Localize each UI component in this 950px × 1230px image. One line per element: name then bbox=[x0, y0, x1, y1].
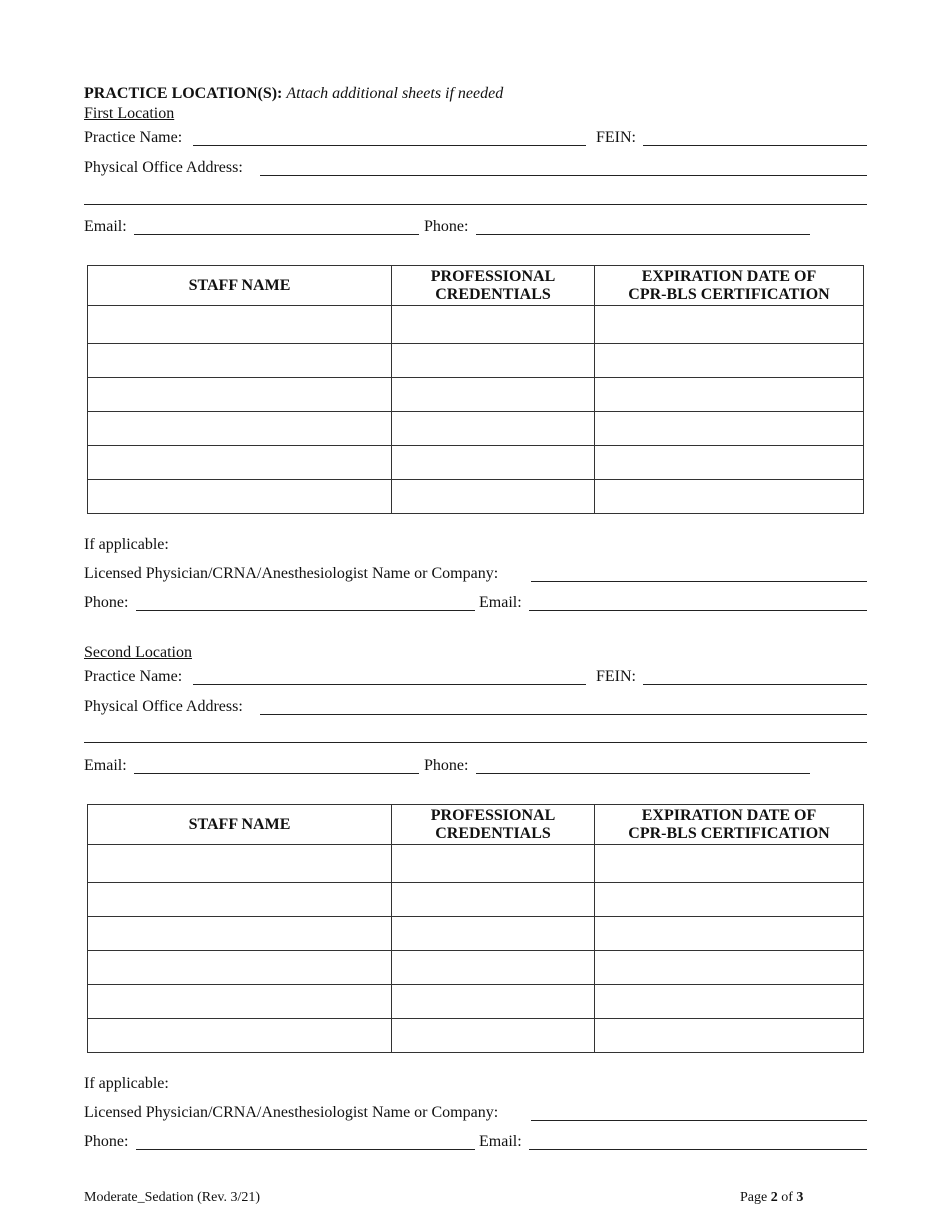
credentials-cell[interactable] bbox=[392, 446, 595, 480]
table-row bbox=[88, 446, 864, 480]
address-field-1-line2[interactable] bbox=[84, 204, 867, 205]
address-field-1[interactable] bbox=[260, 175, 867, 176]
cpr-expiration-cell[interactable] bbox=[595, 883, 864, 917]
staff-name-cell[interactable] bbox=[88, 378, 392, 412]
practice-name-label-2: Practice Name: bbox=[84, 668, 183, 685]
page-of: of bbox=[781, 1190, 793, 1205]
cpr-expiration-cell[interactable] bbox=[595, 480, 864, 514]
staff-name-cell[interactable] bbox=[88, 446, 392, 480]
physician-phone-label-1: Phone: bbox=[84, 594, 129, 611]
credentials-cell[interactable] bbox=[392, 412, 595, 446]
table-row bbox=[88, 344, 864, 378]
physician-email-field-1[interactable] bbox=[529, 610, 867, 611]
physician-phone-label-2: Phone: bbox=[84, 1133, 129, 1150]
staff-name-cell[interactable] bbox=[88, 985, 392, 1019]
if-applicable-2: If applicable: bbox=[84, 1075, 169, 1092]
table-row bbox=[88, 306, 864, 344]
staff-name-header: STAFF NAME bbox=[88, 805, 392, 845]
table-row bbox=[88, 1019, 864, 1053]
table-row bbox=[88, 845, 864, 883]
practice-name-label-1: Practice Name: bbox=[84, 129, 183, 146]
phone-field-2[interactable] bbox=[476, 773, 810, 774]
staff-name-cell[interactable] bbox=[88, 344, 392, 378]
cpr-expiration-header: EXPIRATION DATE OF CPR-BLS CERTIFICATION bbox=[595, 805, 864, 845]
section-title-bold: PRACTICE LOCATION(S): bbox=[84, 85, 283, 102]
table-row bbox=[88, 480, 864, 514]
physician-label-1: Licensed Physician/CRNA/Anesthesiologist Name or Company: bbox=[84, 565, 499, 582]
phone-label-1: Phone: bbox=[424, 218, 469, 235]
staff-name-cell[interactable] bbox=[88, 412, 392, 446]
cpr-expiration-cell[interactable] bbox=[595, 985, 864, 1019]
cpr-expiration-header: EXPIRATION DATE OF CPR-BLS CERTIFICATION bbox=[595, 266, 864, 306]
staff-table-1 bbox=[87, 265, 864, 514]
credentials-cell[interactable] bbox=[392, 378, 595, 412]
email-field-2[interactable] bbox=[134, 773, 419, 774]
address-label-1: Physical Office Address: bbox=[84, 159, 243, 176]
section-title bbox=[84, 85, 503, 103]
credentials-cell[interactable] bbox=[392, 306, 595, 344]
credentials-cell[interactable] bbox=[392, 951, 595, 985]
page-prefix: Page bbox=[740, 1190, 768, 1205]
if-applicable-1: If applicable: bbox=[84, 536, 169, 553]
page-total: 3 bbox=[796, 1190, 804, 1205]
form-id: Moderate_Sedation (Rev. 3/21) bbox=[84, 1190, 260, 1205]
fein-field-2[interactable] bbox=[643, 684, 867, 685]
staff-name-cell[interactable] bbox=[88, 883, 392, 917]
staff-name-cell[interactable] bbox=[88, 951, 392, 985]
physician-field-2[interactable] bbox=[531, 1120, 867, 1121]
credentials-header: PROFESSIONAL CREDENTIALS bbox=[392, 266, 595, 306]
staff-name-header: STAFF NAME bbox=[88, 266, 392, 306]
credentials-cell[interactable] bbox=[392, 344, 595, 378]
staff-table-header bbox=[88, 805, 864, 845]
cpr-expiration-cell[interactable] bbox=[595, 446, 864, 480]
physician-field-1[interactable] bbox=[531, 581, 867, 582]
fein-field-1[interactable] bbox=[643, 145, 867, 146]
first-location-heading: First Location bbox=[84, 105, 175, 122]
staff-table-2 bbox=[87, 804, 864, 1053]
physician-phone-field-2[interactable] bbox=[136, 1149, 475, 1150]
table-row bbox=[88, 883, 864, 917]
physician-email-field-2[interactable] bbox=[529, 1149, 867, 1150]
staff-name-cell[interactable] bbox=[88, 480, 392, 514]
fein-label-2: FEIN: bbox=[596, 668, 636, 685]
cpr-expiration-cell[interactable] bbox=[595, 412, 864, 446]
practice-name-field-2[interactable] bbox=[193, 684, 586, 685]
cpr-expiration-cell[interactable] bbox=[595, 344, 864, 378]
physician-phone-field-1[interactable] bbox=[136, 610, 475, 611]
page-current: 2 bbox=[770, 1190, 778, 1205]
table-row bbox=[88, 378, 864, 412]
cpr-expiration-cell[interactable] bbox=[595, 1019, 864, 1053]
cpr-expiration-cell[interactable] bbox=[595, 845, 864, 883]
address-field-2[interactable] bbox=[260, 714, 867, 715]
physician-email-label-1: Email: bbox=[479, 594, 522, 611]
staff-name-cell[interactable] bbox=[88, 306, 392, 344]
staff-name-cell[interactable] bbox=[88, 1019, 392, 1053]
staff-name-cell[interactable] bbox=[88, 845, 392, 883]
credentials-cell[interactable] bbox=[392, 985, 595, 1019]
email-field-1[interactable] bbox=[134, 234, 419, 235]
address-field-2-line2[interactable] bbox=[84, 742, 867, 743]
email-label-2: Email: bbox=[84, 757, 127, 774]
credentials-cell[interactable] bbox=[392, 883, 595, 917]
credentials-header: PROFESSIONAL CREDENTIALS bbox=[392, 805, 595, 845]
staff-table-header bbox=[88, 266, 864, 306]
cpr-expiration-cell[interactable] bbox=[595, 951, 864, 985]
practice-name-field-1[interactable] bbox=[193, 145, 586, 146]
address-label-2: Physical Office Address: bbox=[84, 698, 243, 715]
cpr-expiration-cell[interactable] bbox=[595, 378, 864, 412]
cpr-expiration-cell[interactable] bbox=[595, 306, 864, 344]
phone-label-2: Phone: bbox=[424, 757, 469, 774]
phone-field-1[interactable] bbox=[476, 234, 810, 235]
credentials-cell[interactable] bbox=[392, 917, 595, 951]
table-row bbox=[88, 985, 864, 1019]
email-label-1: Email: bbox=[84, 218, 127, 235]
table-row bbox=[88, 412, 864, 446]
table-row bbox=[88, 917, 864, 951]
physician-label-2: Licensed Physician/CRNA/Anesthesiologist Name or Company: bbox=[84, 1104, 499, 1121]
table-row bbox=[88, 951, 864, 985]
credentials-cell[interactable] bbox=[392, 845, 595, 883]
second-location-heading: Second Location bbox=[84, 644, 192, 661]
page-number bbox=[740, 1190, 803, 1206]
credentials-cell[interactable] bbox=[392, 1019, 595, 1053]
staff-name-cell[interactable] bbox=[88, 917, 392, 951]
fein-label-1: FEIN: bbox=[596, 129, 636, 146]
section-title-note: Attach additional sheets if needed bbox=[286, 85, 504, 102]
cpr-expiration-cell[interactable] bbox=[595, 917, 864, 951]
physician-email-label-2: Email: bbox=[479, 1133, 522, 1150]
credentials-cell[interactable] bbox=[392, 480, 595, 514]
